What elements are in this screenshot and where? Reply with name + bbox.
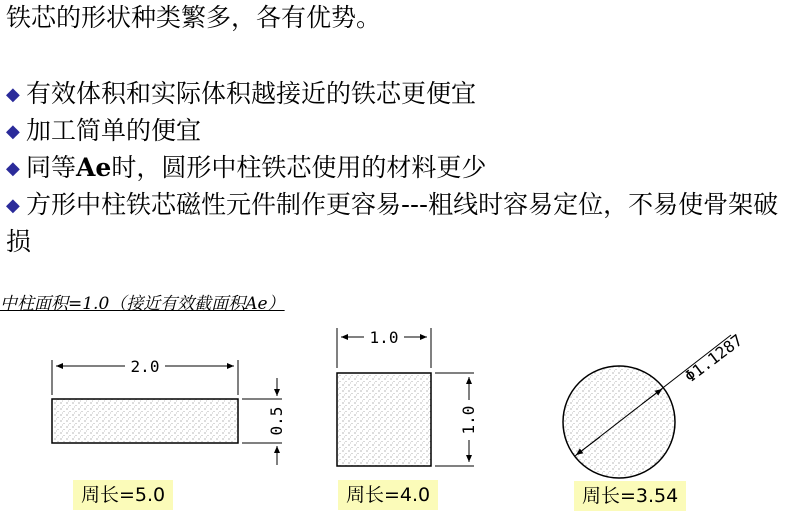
bullet-text: 方形中柱铁芯磁性元件制作更容易---粗线时容易定位，不易使骨架破损: [6, 190, 779, 256]
diamond-bullet-icon: ◆: [6, 84, 20, 105]
diamond-bullet-icon: ◆: [6, 158, 20, 179]
circle-diameter-label: Φ1.1287: [680, 330, 747, 387]
area-caption: 中柱面积=1.0（接近有效截面积Ae）: [0, 294, 285, 314]
diamond-bullet-icon: ◆: [6, 195, 20, 216]
rectangle-shape: [52, 357, 286, 465]
circle-perimeter-label: 周长=3.54: [574, 481, 686, 511]
bullet-text: 有效体积和实际体积越接近的铁芯更便宜: [26, 79, 477, 108]
square-shape: [337, 328, 478, 466]
rect-width-label: 2.0: [130, 357, 160, 376]
rect-perimeter-label: 周长=5.0: [73, 480, 173, 510]
rect-height-label: 0.5: [267, 406, 286, 436]
square-height-label: 1.0: [459, 405, 478, 435]
square-width-label: 1.0: [369, 328, 399, 347]
ae-term: Ae: [76, 153, 112, 182]
bullet-text: 同等Ae时，圆形中柱铁芯使用的材料更少: [26, 153, 487, 182]
diamond-bullet-icon: ◆: [6, 121, 20, 142]
bullet-text: 加工简单的便宜: [26, 116, 202, 145]
circle-shape: [563, 330, 746, 478]
square-perimeter-label: 周长=4.0: [338, 480, 438, 510]
heading: 铁芯的形状种类繁多，各有优势。: [6, 3, 382, 32]
